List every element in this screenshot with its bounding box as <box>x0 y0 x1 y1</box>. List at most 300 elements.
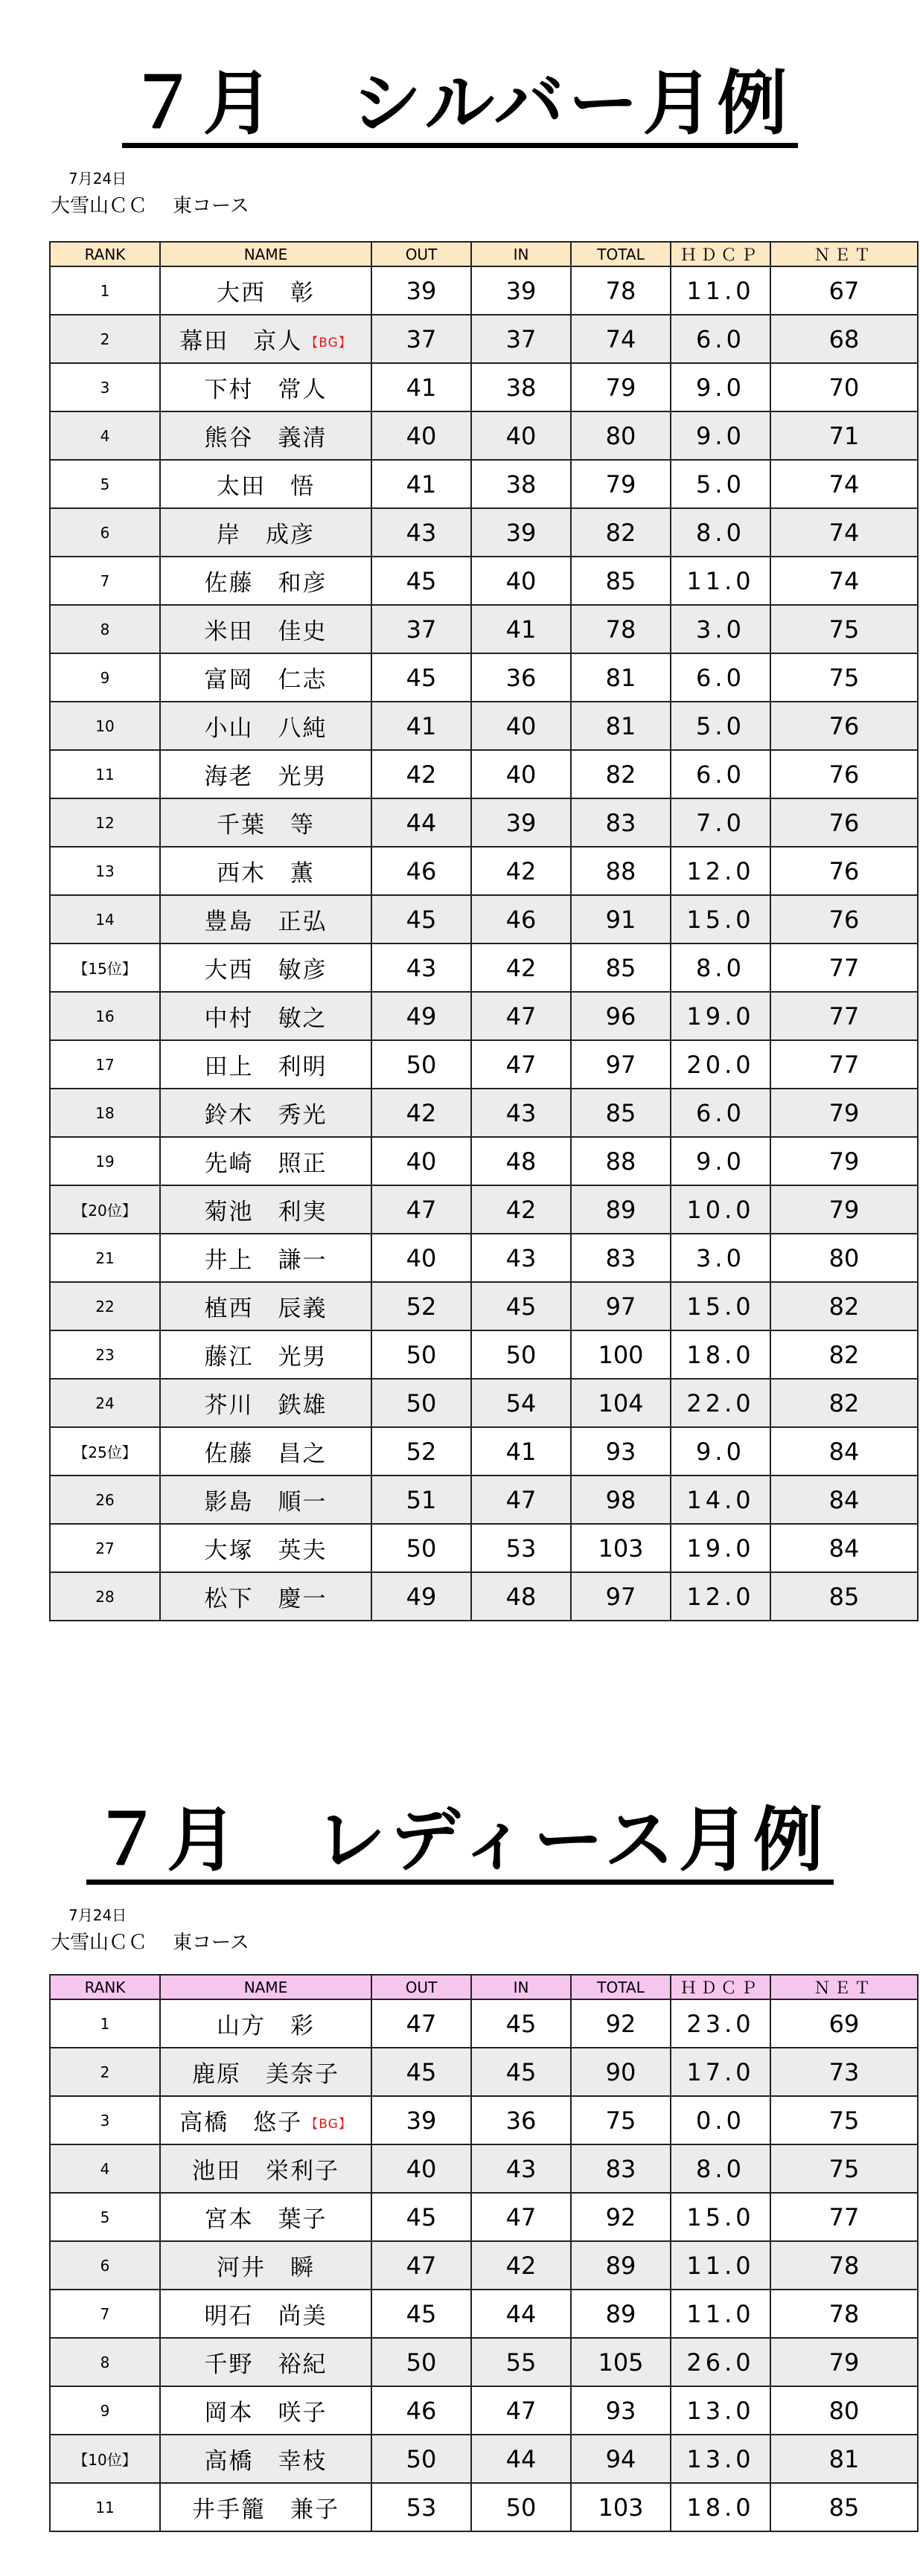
name-cell <box>160 2144 371 2193</box>
in-cell: 50 <box>471 2483 571 2531</box>
net-cell: 85 <box>770 1572 918 1621</box>
net-cell: 76 <box>770 750 918 798</box>
player-name: 佐藤 昌之 <box>204 1441 328 1467</box>
total-cell: 94 <box>571 2435 671 2483</box>
bg-tag: 【BG】 <box>305 2117 352 2132</box>
rank-cell: 5 <box>50 460 160 508</box>
in-cell: 45 <box>471 1999 571 2048</box>
net-cell: 79 <box>770 2338 918 2386</box>
table-row <box>50 798 918 847</box>
player-name: 田上 利明 <box>204 1054 328 1080</box>
player-name: 岡本 咲子 <box>204 2400 328 2426</box>
in-cell: 48 <box>471 1572 571 1621</box>
total-cell: 90 <box>571 2048 671 2096</box>
out-cell: 42 <box>371 1089 471 1137</box>
in-cell: 47 <box>471 1040 571 1089</box>
col-header-rank: RANK <box>50 1975 160 1999</box>
name-cell <box>160 1999 371 2048</box>
hdcp-cell: 17.0 <box>671 2048 770 2096</box>
net-cell: 70 <box>770 363 918 411</box>
total-cell: 85 <box>571 557 671 605</box>
hdcp-cell: 9.0 <box>671 1427 770 1476</box>
hdcp-cell: 6.0 <box>671 653 770 702</box>
name-cell <box>160 1427 371 1476</box>
rank-cell: 【25位】 <box>50 1427 160 1476</box>
out-cell: 45 <box>371 895 471 943</box>
ladies-club-name: 大雪山ＣＣ <box>51 1932 148 1954</box>
table-row <box>50 1330 918 1379</box>
out-cell: 41 <box>371 363 471 411</box>
name-cell <box>160 2338 371 2386</box>
table-row <box>50 2338 918 2386</box>
rank-cell: 7 <box>50 2290 160 2338</box>
total-cell: 96 <box>571 992 671 1040</box>
silver-club-name: 大雪山ＣＣ <box>51 195 148 217</box>
player-name: 千野 裕紀 <box>204 2351 328 2378</box>
in-cell: 47 <box>471 2386 571 2435</box>
player-name: 鹿原 美奈子 <box>192 2061 339 2088</box>
hdcp-cell: 11.0 <box>671 557 770 605</box>
in-cell: 45 <box>471 1282 571 1330</box>
net-cell: 77 <box>770 2193 918 2241</box>
rank-cell: 【10位】 <box>50 2435 160 2483</box>
silver-header-row <box>50 242 918 266</box>
table-row <box>50 1427 918 1476</box>
player-name: 佐藤 和彦 <box>204 570 328 597</box>
hdcp-cell: 26.0 <box>671 2338 770 2386</box>
hdcp-cell: 11.0 <box>671 2290 770 2338</box>
player-name: 井上 謙一 <box>204 1247 328 1274</box>
total-cell: 93 <box>571 2386 671 2435</box>
ladies-table-body <box>50 1999 918 2531</box>
net-cell: 84 <box>770 1524 918 1572</box>
rank-cell: 14 <box>50 895 160 943</box>
net-cell: 68 <box>770 315 918 363</box>
name-cell <box>160 1379 371 1427</box>
hdcp-cell: 23.0 <box>671 1999 770 2048</box>
out-cell: 50 <box>371 1330 471 1379</box>
out-cell: 45 <box>371 2048 471 2096</box>
hdcp-cell: 11.0 <box>671 2241 770 2290</box>
in-cell: 53 <box>471 1524 571 1572</box>
table-row <box>50 1379 918 1427</box>
player-name: 菊池 利実 <box>204 1199 328 1225</box>
name-cell <box>160 847 371 895</box>
table-row <box>50 1089 918 1137</box>
name-cell <box>160 1282 371 1330</box>
table-row <box>50 1476 918 1524</box>
rank-cell: 6 <box>50 508 160 557</box>
name-cell <box>160 1089 371 1137</box>
total-cell: 82 <box>571 750 671 798</box>
player-name: 米田 佳史 <box>204 618 328 645</box>
col-header-hdcp: ＨＤＣＰ <box>671 242 770 266</box>
hdcp-cell: 18.0 <box>671 1330 770 1379</box>
net-cell: 77 <box>770 1040 918 1089</box>
total-cell: 92 <box>571 1999 671 2048</box>
name-cell <box>160 315 371 363</box>
table-row <box>50 2483 918 2531</box>
total-cell: 91 <box>571 895 671 943</box>
table-row <box>50 411 918 460</box>
net-cell: 77 <box>770 943 918 992</box>
total-cell: 103 <box>571 1524 671 1572</box>
rank-cell: 9 <box>50 653 160 702</box>
table-row <box>50 1999 918 2048</box>
net-cell: 82 <box>770 1282 918 1330</box>
hdcp-cell: 0.0 <box>671 2096 770 2144</box>
total-cell: 78 <box>571 605 671 653</box>
col-header-net: ＮＥＴ <box>770 242 918 266</box>
in-cell: 39 <box>471 266 571 315</box>
name-cell <box>160 1572 371 1621</box>
hdcp-cell: 10.0 <box>671 1185 770 1234</box>
player-name: 影島 順一 <box>204 1489 328 1516</box>
name-cell <box>160 798 371 847</box>
player-name: 富岡 仁志 <box>204 667 328 693</box>
col-header-hdcp: ＨＤＣＰ <box>671 1975 770 1999</box>
total-cell: 92 <box>571 2193 671 2241</box>
in-cell: 37 <box>471 315 571 363</box>
hdcp-cell: 22.0 <box>671 1379 770 1427</box>
name-cell <box>160 557 371 605</box>
net-cell: 82 <box>770 1379 918 1427</box>
player-name: 池田 栄利子 <box>192 2158 339 2185</box>
name-cell <box>160 1330 371 1379</box>
hdcp-cell: 9.0 <box>671 411 770 460</box>
silver-date: 7月24日 <box>68 170 127 188</box>
total-cell: 89 <box>571 1185 671 1234</box>
total-cell: 83 <box>571 798 671 847</box>
out-cell: 51 <box>371 1476 471 1524</box>
out-cell: 46 <box>371 847 471 895</box>
player-name: 高橋 幸枝 <box>204 2448 328 2475</box>
name-cell <box>160 1185 371 1234</box>
rank-cell: 8 <box>50 605 160 653</box>
rank-cell: 18 <box>50 1089 160 1137</box>
col-header-out: OUT <box>371 242 471 266</box>
ladies-results-table <box>49 1974 919 2532</box>
name-cell <box>160 2483 371 2531</box>
name-cell <box>160 2290 371 2338</box>
ladies-title: ７月 レディース月例 <box>86 1802 834 1885</box>
table-row <box>50 653 918 702</box>
silver-table-body <box>50 266 918 1621</box>
name-cell <box>160 1476 371 1524</box>
total-cell: 105 <box>571 2338 671 2386</box>
net-cell: 67 <box>770 266 918 315</box>
out-cell: 43 <box>371 943 471 992</box>
player-name: 植西 辰義 <box>204 1295 328 1322</box>
in-cell: 50 <box>471 1330 571 1379</box>
out-cell: 40 <box>371 1137 471 1185</box>
table-row <box>50 1282 918 1330</box>
name-cell <box>160 992 371 1040</box>
out-cell: 43 <box>371 508 471 557</box>
player-name: 鈴木 秀光 <box>204 1102 328 1129</box>
player-name: 大塚 英夫 <box>204 1537 328 1564</box>
rank-cell: 2 <box>50 315 160 363</box>
hdcp-cell: 9.0 <box>671 1137 770 1185</box>
total-cell: 79 <box>571 460 671 508</box>
net-cell: 78 <box>770 2290 918 2338</box>
col-header-name: NAME <box>160 1975 371 1999</box>
table-row <box>50 508 918 557</box>
rank-cell: 6 <box>50 2241 160 2290</box>
rank-cell: 1 <box>50 1999 160 2048</box>
hdcp-cell: 7.0 <box>671 798 770 847</box>
net-cell: 84 <box>770 1427 918 1476</box>
net-cell: 77 <box>770 992 918 1040</box>
name-cell <box>160 2193 371 2241</box>
net-cell: 73 <box>770 2048 918 2096</box>
table-row <box>50 702 918 750</box>
net-cell: 75 <box>770 2096 918 2144</box>
silver-results-table <box>49 241 919 1621</box>
name-cell <box>160 750 371 798</box>
player-name: 下村 常人 <box>204 377 328 403</box>
player-name: 岸 成彦 <box>217 522 315 548</box>
hdcp-cell: 5.0 <box>671 702 770 750</box>
total-cell: 98 <box>571 1476 671 1524</box>
net-cell: 80 <box>770 2386 918 2435</box>
hdcp-cell: 6.0 <box>671 1089 770 1137</box>
hdcp-cell: 19.0 <box>671 992 770 1040</box>
table-row <box>50 2241 918 2290</box>
name-cell <box>160 508 371 557</box>
rank-cell: 16 <box>50 992 160 1040</box>
rank-cell: 3 <box>50 363 160 411</box>
ladies-title-wrap <box>0 1802 920 1885</box>
net-cell: 71 <box>770 411 918 460</box>
in-cell: 43 <box>471 1089 571 1137</box>
net-cell: 76 <box>770 847 918 895</box>
name-cell <box>160 363 371 411</box>
table-row <box>50 605 918 653</box>
rank-cell: 9 <box>50 2386 160 2435</box>
name-cell <box>160 460 371 508</box>
player-name: 明石 尚美 <box>204 2303 328 2330</box>
in-cell: 55 <box>471 2338 571 2386</box>
out-cell: 45 <box>371 557 471 605</box>
rank-cell: 【15位】 <box>50 943 160 992</box>
in-cell: 41 <box>471 1427 571 1476</box>
rank-cell: 28 <box>50 1572 160 1621</box>
total-cell: 88 <box>571 1137 671 1185</box>
in-cell: 46 <box>471 895 571 943</box>
out-cell: 45 <box>371 2193 471 2241</box>
table-row <box>50 1572 918 1621</box>
player-name: 松下 慶一 <box>204 1586 328 1612</box>
silver-course-line <box>51 195 249 217</box>
table-row <box>50 1137 918 1185</box>
player-name: 海老 光男 <box>204 763 328 790</box>
total-cell: 89 <box>571 2241 671 2290</box>
net-cell: 75 <box>770 2144 918 2193</box>
table-row <box>50 2096 918 2144</box>
in-cell: 43 <box>471 1234 571 1282</box>
hdcp-cell: 8.0 <box>671 508 770 557</box>
rank-cell: 3 <box>50 2096 160 2144</box>
name-cell <box>160 411 371 460</box>
rank-cell: 12 <box>50 798 160 847</box>
rank-cell: 7 <box>50 557 160 605</box>
in-cell: 40 <box>471 702 571 750</box>
out-cell: 39 <box>371 2096 471 2144</box>
ladies-date: 7月24日 <box>68 1906 127 1924</box>
out-cell: 37 <box>371 315 471 363</box>
in-cell: 40 <box>471 557 571 605</box>
name-cell <box>160 1234 371 1282</box>
net-cell: 74 <box>770 460 918 508</box>
out-cell: 40 <box>371 411 471 460</box>
out-cell: 49 <box>371 992 471 1040</box>
net-cell: 81 <box>770 2435 918 2483</box>
col-header-total: TOTAL <box>571 242 671 266</box>
hdcp-cell: 8.0 <box>671 943 770 992</box>
player-name: 小山 八純 <box>204 715 328 742</box>
rank-cell: 22 <box>50 1282 160 1330</box>
out-cell: 50 <box>371 2338 471 2386</box>
rank-cell: 13 <box>50 847 160 895</box>
out-cell: 53 <box>371 2483 471 2531</box>
ladies-header-row <box>50 1975 918 1999</box>
table-row <box>50 557 918 605</box>
in-cell: 44 <box>471 2435 571 2483</box>
table-row <box>50 1040 918 1089</box>
hdcp-cell: 6.0 <box>671 315 770 363</box>
hdcp-cell: 8.0 <box>671 2144 770 2193</box>
in-cell: 42 <box>471 1185 571 1234</box>
table-row <box>50 1524 918 1572</box>
player-name: 先崎 照正 <box>204 1150 328 1177</box>
hdcp-cell: 11.0 <box>671 266 770 315</box>
ladies-course-name: 東コース <box>173 1932 249 1954</box>
hdcp-cell: 15.0 <box>671 895 770 943</box>
total-cell: 103 <box>571 2483 671 2531</box>
table-row <box>50 2386 918 2435</box>
player-name: 山方 彩 <box>217 2013 315 2040</box>
table-row <box>50 1185 918 1234</box>
in-cell: 42 <box>471 847 571 895</box>
table-row <box>50 943 918 992</box>
net-cell: 80 <box>770 1234 918 1282</box>
hdcp-cell: 20.0 <box>671 1040 770 1089</box>
net-cell: 82 <box>770 1330 918 1379</box>
net-cell: 74 <box>770 508 918 557</box>
hdcp-cell: 6.0 <box>671 750 770 798</box>
out-cell: 45 <box>371 653 471 702</box>
hdcp-cell: 15.0 <box>671 1282 770 1330</box>
table-row <box>50 2193 918 2241</box>
rank-cell: 2 <box>50 2048 160 2096</box>
player-name: 高橋 悠子 <box>179 2109 303 2136</box>
table-row <box>50 363 918 411</box>
hdcp-cell: 15.0 <box>671 2193 770 2241</box>
out-cell: 40 <box>371 2144 471 2193</box>
player-name: 中村 敏之 <box>204 1005 328 1032</box>
silver-title: ７月 シルバー月例 <box>122 65 797 148</box>
player-name: 太田 悟 <box>217 473 315 500</box>
out-cell: 50 <box>371 1524 471 1572</box>
in-cell: 39 <box>471 508 571 557</box>
out-cell: 40 <box>371 1234 471 1282</box>
rank-cell: 4 <box>50 411 160 460</box>
name-cell <box>160 895 371 943</box>
out-cell: 45 <box>371 2290 471 2338</box>
name-cell <box>160 2096 371 2144</box>
net-cell: 79 <box>770 1137 918 1185</box>
col-header-net: ＮＥＴ <box>770 1975 918 1999</box>
out-cell: 47 <box>371 2241 471 2290</box>
out-cell: 52 <box>371 1427 471 1476</box>
bg-tag: 【BG】 <box>305 336 352 350</box>
out-cell: 39 <box>371 266 471 315</box>
silver-title-wrap <box>0 65 920 148</box>
in-cell: 36 <box>471 653 571 702</box>
hdcp-cell: 18.0 <box>671 2483 770 2531</box>
table-row <box>50 2290 918 2338</box>
in-cell: 39 <box>471 798 571 847</box>
player-name: 河井 瞬 <box>217 2255 315 2281</box>
player-name: 宮本 葉子 <box>204 2206 328 2233</box>
table-row <box>50 1234 918 1282</box>
rank-cell: 8 <box>50 2338 160 2386</box>
net-cell: 76 <box>770 798 918 847</box>
player-name: 井手籠 兼子 <box>192 2496 339 2523</box>
in-cell: 38 <box>471 363 571 411</box>
col-header-in: IN <box>471 1975 571 1999</box>
player-name: 豊島 正弘 <box>204 909 328 935</box>
net-cell: 75 <box>770 653 918 702</box>
hdcp-cell: 5.0 <box>671 460 770 508</box>
in-cell: 43 <box>471 2144 571 2193</box>
total-cell: 97 <box>571 1282 671 1330</box>
name-cell <box>160 702 371 750</box>
net-cell: 75 <box>770 605 918 653</box>
table-row <box>50 992 918 1040</box>
total-cell: 100 <box>571 1330 671 1379</box>
hdcp-cell: 12.0 <box>671 847 770 895</box>
col-header-in: IN <box>471 242 571 266</box>
name-cell <box>160 605 371 653</box>
total-cell: 80 <box>571 411 671 460</box>
net-cell: 78 <box>770 2241 918 2290</box>
in-cell: 54 <box>471 1379 571 1427</box>
rank-cell: 11 <box>50 2483 160 2531</box>
net-cell: 76 <box>770 895 918 943</box>
name-cell <box>160 266 371 315</box>
total-cell: 83 <box>571 1234 671 1282</box>
out-cell: 41 <box>371 702 471 750</box>
in-cell: 45 <box>471 2048 571 2096</box>
table-row <box>50 460 918 508</box>
out-cell: 52 <box>371 1282 471 1330</box>
hdcp-cell: 13.0 <box>671 2435 770 2483</box>
total-cell: 81 <box>571 653 671 702</box>
total-cell: 78 <box>571 266 671 315</box>
player-name: 大西 敏彦 <box>204 957 328 984</box>
hdcp-cell: 19.0 <box>671 1524 770 1572</box>
in-cell: 47 <box>471 1476 571 1524</box>
total-cell: 81 <box>571 702 671 750</box>
net-cell: 79 <box>770 1185 918 1234</box>
total-cell: 97 <box>571 1572 671 1621</box>
total-cell: 79 <box>571 363 671 411</box>
player-name: 幕田 京人 <box>179 328 303 355</box>
out-cell: 46 <box>371 2386 471 2435</box>
net-cell: 76 <box>770 702 918 750</box>
